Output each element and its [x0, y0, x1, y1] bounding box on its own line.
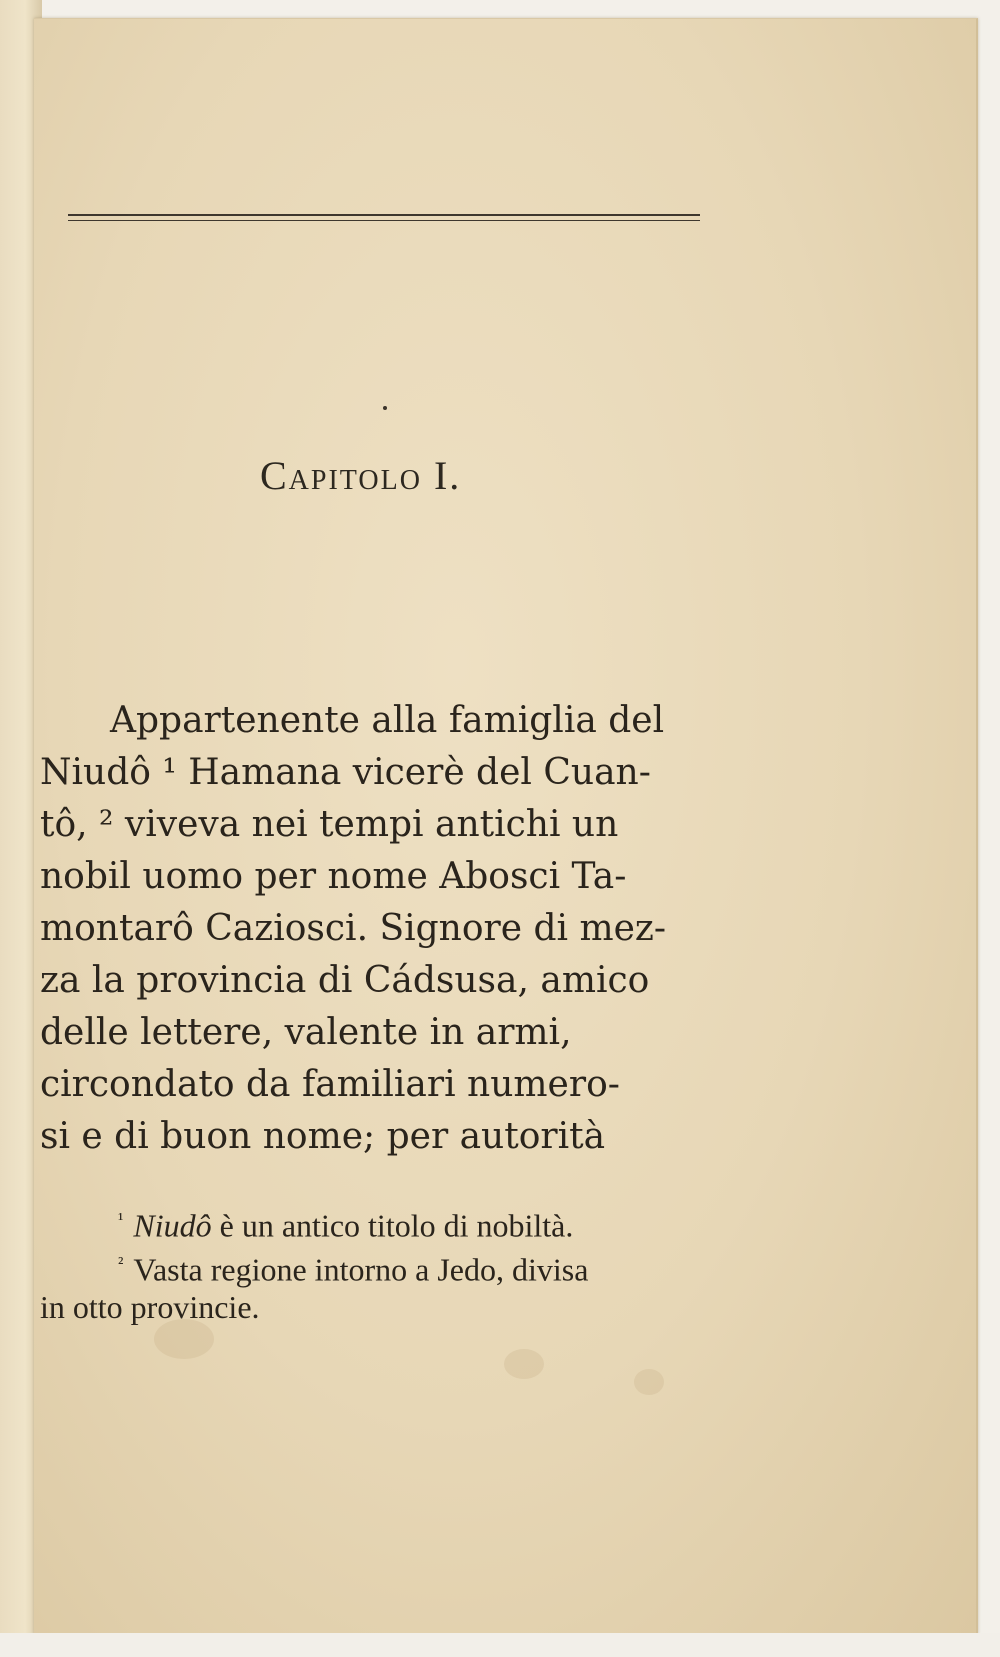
footnote-1-mark: ¹	[118, 1209, 124, 1229]
body-line: tô, ² viveva nei tempi antichi un	[40, 804, 619, 845]
header-rule-thick	[68, 214, 700, 216]
body-line: si e di buon nome; per autorità	[40, 1116, 606, 1157]
printer-dot	[383, 406, 387, 410]
footnote-2-line-1: Vasta regione intorno a Jedo, divisa	[133, 1251, 589, 1288]
footnote-2-continuation: in otto provincie.	[40, 1289, 260, 1325]
paper-stain	[504, 1349, 544, 1379]
footnote-2	[40, 1241, 740, 1288]
paper-stain	[634, 1369, 664, 1395]
body-line: montarô Caziosci. Signore di mez-	[40, 908, 667, 949]
body-line: nobil uomo per nome Abosci Ta-	[40, 856, 627, 897]
body-paragraph	[40, 695, 740, 1163]
body-line: Niudô ¹ Hamana vicerè del Cuan-	[40, 752, 651, 793]
body-line: Appartenente alla famiglia del	[110, 700, 665, 741]
background-strip	[0, 1633, 1000, 1657]
body-line: za la provincia di Cádsusa, amico	[40, 960, 650, 1001]
footnotes	[40, 1197, 740, 1329]
footnote-1-text: è un antico titolo di nobiltà.	[219, 1207, 574, 1244]
footnote-1	[40, 1197, 740, 1244]
header-rule-thin	[68, 220, 700, 221]
footnote-1-term: Niudô	[133, 1207, 212, 1244]
body-line: delle lettere, valente in armi,	[40, 1012, 572, 1053]
chapter-heading: Capitolo I.	[260, 453, 462, 498]
footnote-2-mark: ²	[118, 1253, 124, 1273]
body-line: circondato da familiari numero-	[40, 1064, 620, 1105]
